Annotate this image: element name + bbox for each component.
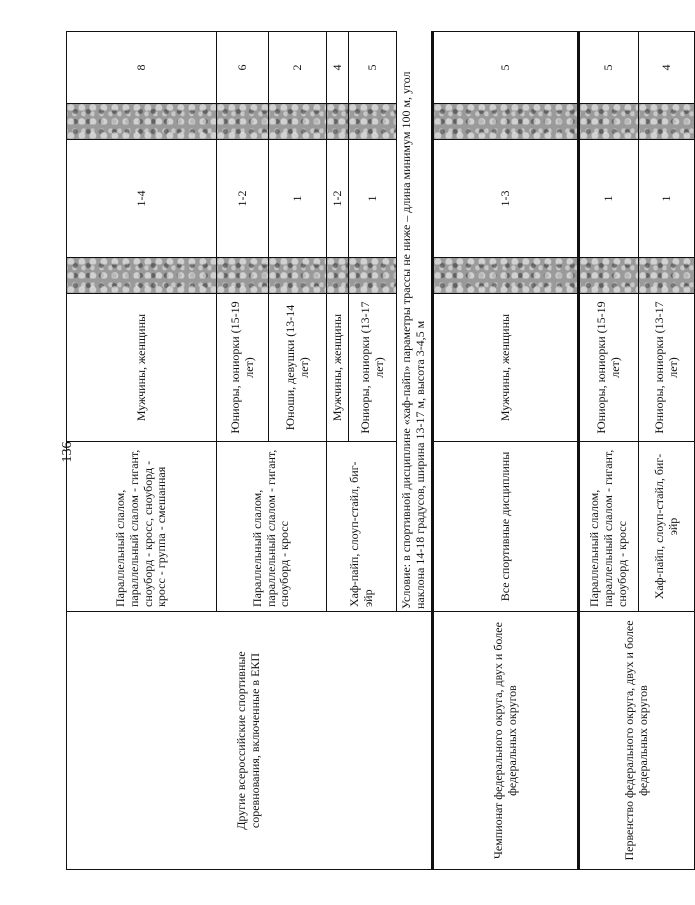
group-cell: Мужчины, женщины xyxy=(327,294,349,442)
shaded-cell xyxy=(639,258,695,294)
shaded-cell xyxy=(349,104,397,140)
count-cell: 8 xyxy=(67,32,217,104)
count-cell: 4 xyxy=(639,32,695,104)
discipline-cell: Хаф-пайп, слоуп-стайл, биг-эйр xyxy=(327,442,397,612)
value-cell: 1-2 xyxy=(327,140,349,258)
condition-note: Условие: в спортивной дисциплине «хаф-пайп» параметры трассы не ниже – длина минимум 100 м, угол наклона 14-18 градусов, ширина 13-17 м, высота 3-4,5 м xyxy=(399,71,427,609)
shaded-cell xyxy=(327,104,349,140)
value-cell: 1-4 xyxy=(67,140,217,258)
shaded-cell xyxy=(327,258,349,294)
shaded-cell xyxy=(67,104,217,140)
shaded-cell xyxy=(579,104,639,140)
discipline-cell: Параллельный слалом, параллельный слалом - гигант, сноуборд - кросс xyxy=(217,442,327,612)
count-cell: 5 xyxy=(579,32,639,104)
count-cell: 5 xyxy=(433,32,579,104)
shaded-cell xyxy=(639,104,695,140)
note-cell xyxy=(397,32,433,612)
page-number: 136 xyxy=(60,441,75,463)
count-cell: 2 xyxy=(269,32,327,104)
shaded-cell xyxy=(349,258,397,294)
shaded-cell xyxy=(217,104,269,140)
competition-cell: Первенство федерального округа, двух и более федеральных округов xyxy=(579,612,695,870)
count-cell: 6 xyxy=(217,32,269,104)
value-cell: 1 xyxy=(639,140,695,258)
group-cell: Юниоры, юниорки (13-17 лет) xyxy=(349,294,397,442)
group-cell: Юниоры, юниорки (15-19 лет) xyxy=(217,294,269,442)
ranking-table xyxy=(66,31,695,870)
value-cell: 1 xyxy=(579,140,639,258)
rotated-table-container xyxy=(66,32,680,870)
group-cell: Юноши, девушки (13-14 лет) xyxy=(269,294,327,442)
value-cell: 1-2 xyxy=(217,140,269,258)
shaded-cell xyxy=(433,104,579,140)
value-cell: 1-3 xyxy=(433,140,579,258)
group-cell: Юниоры, юниорки (15-19 лет) xyxy=(579,294,639,442)
count-cell: 5 xyxy=(349,32,397,104)
group-cell: Юниоры, юниорки (13-17 лет) xyxy=(639,294,695,442)
discipline-cell: Хаф-пайп, слоуп-стайл, биг-эйр xyxy=(639,442,695,612)
table-row xyxy=(67,32,217,870)
count-cell: 4 xyxy=(327,32,349,104)
shaded-cell xyxy=(433,258,579,294)
group-cell: Мужчины, женщины xyxy=(433,294,579,442)
shaded-cell xyxy=(269,104,327,140)
competition-cell: Чемпионат федерального округа, двух и более федеральных округов xyxy=(433,612,579,870)
value-cell: 1 xyxy=(269,140,327,258)
shaded-cell xyxy=(269,258,327,294)
discipline-cell: Параллельный слалом, параллельный слалом - гигант, сноуборд - кросс xyxy=(579,442,639,612)
discipline-cell: Все спортивные дисциплины xyxy=(433,442,579,612)
shaded-cell xyxy=(67,258,217,294)
shaded-cell xyxy=(579,258,639,294)
competition-cell: Другие всероссийские спортивные соревнования, включенные в ЕКП xyxy=(67,612,433,870)
table-row xyxy=(579,32,639,870)
group-cell: Мужчины, женщины xyxy=(67,294,217,442)
discipline-cell: Параллельный слалом, параллельный слалом - гигант, сноуборд - кросс, сноуборд - кросс - группа - смешанная xyxy=(67,442,217,612)
table-row xyxy=(433,32,579,870)
shaded-cell xyxy=(217,258,269,294)
value-cell: 1 xyxy=(349,140,397,258)
